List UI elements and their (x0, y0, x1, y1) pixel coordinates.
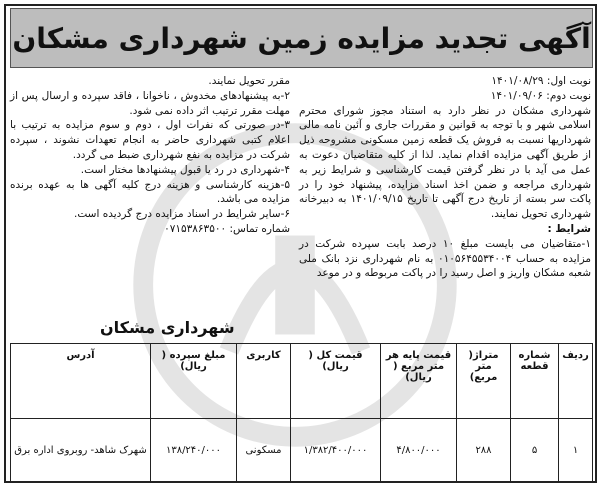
notice-second-date: نوبت دوم: ۱۴۰۱/۰۹/۰۶ (490, 89, 591, 102)
table-row (11, 419, 593, 482)
auction-table (10, 343, 593, 482)
table-cell: مسکونی (237, 419, 291, 482)
table-cell: ۱ (559, 419, 593, 482)
header-cell: مبلغ سپرده ( ریال) (151, 344, 237, 419)
header-cell: شماره قطعه (511, 344, 559, 419)
table-cell: شهرک شاهد- روبروی اداره برق (11, 419, 151, 482)
condition-4: ۴-شهرداری در رد یا قبول پیشنهادها مختار است. (80, 163, 290, 176)
notice-title: آگهی تجدید مزایده زمین شهرداری مشکان (10, 8, 593, 68)
table-cell: ۱۳۸/۲۴۰/۰۰۰ (151, 419, 237, 482)
conditions-heading: شرایط : (547, 222, 591, 235)
notice-left-column (10, 74, 290, 237)
table-header-row (11, 344, 593, 419)
header-cell: ردیف (559, 344, 593, 419)
condition-1: ۱-متقاضیان می بایست مبلغ ۱۰ درصد بابت سپرده شرکت در مزایده به حساب ۰۱۰۵۶۴۵۵۳۴۰۰۴ به نام شهرداری نزد بانک ملی شعبه مشکان واریز و اصل رسید را در پاکت مربوطه و در موعد (299, 237, 592, 280)
header-cell: قیمت پایه هر متر مربع ( ریال) (381, 344, 457, 419)
condition-6: ۶-سایر شرایط در اسناد مزایده درج گردیده است. (74, 208, 290, 221)
table-cell: ۱/۳۸۲/۴۰۰/۰۰۰ (291, 419, 381, 482)
condition-3: ۳-در صورتی که نفرات اول ، دوم و سوم مزایده به ترتیب با اعلام کتبی شهرداری حاضر به انجام تعهدات نشوند ، سپرده شرکت در مزایده به نفع شهرداری ضبط می گردد. (10, 119, 290, 161)
header-cell: کاربری (237, 344, 291, 419)
notice-intro: شهرداری مشکان در نظر دارد به استناد مجوز شورای محترم اسلامی شهر و با توجه به قوانین و مقررات جاری و آئین نامه مالی شهرداریها نسبت به فروش یک قطعه زمین مسکونی مشروحه ذیل از طریق آگهی مزایده اقدام نماید. لذا از کلیه متقاضیان دعوت به عمل می آید با در نظر گرفتن قیمت کارشناسی و شرایط زیر به شهرداری مراجعه و ضمن اخذ اسناد مزایده، پیشنهاد خود را در پاکت سر بسته از تاریخ درج آگهی تا تاریخ ۱۴۰۱/۰۹/۱۵ به دبیرخانه شهرداری تحویل نمایند. (299, 104, 591, 221)
condition-2: ۲-به پیشنهادهای مخدوش ، ناخوانا ، فاقد سپرده و ارسال پس از مهلت مقرر ترتیب اثر داده نمی شود. (10, 89, 290, 117)
notice-right-column (299, 74, 591, 281)
table-cell: ۵ (511, 419, 559, 482)
table-cell: ۴/۸۰۰/۰۰۰ (381, 419, 457, 482)
header-cell: قیمت کل ( ریال) (291, 344, 381, 419)
contact-number: شماره تماس: ۰۷۱۵۳۸۶۳۵۰۰ (164, 222, 290, 235)
header-cell: متراژ( متر مربع) (457, 344, 511, 419)
table-cell: ۲۸۸ (457, 419, 511, 482)
header-cell: آدرس (11, 344, 151, 419)
condition-1-continued: مقرر تحویل نمایند. (208, 75, 290, 87)
notice-first-date: نوبت اول: ۱۴۰۱/۰۸/۲۹ (491, 75, 591, 87)
signature: شهرداری مشکان (100, 318, 235, 337)
condition-5: ۵-هزینه کارشناسی و هزینه درج کلیه آگهی ها به عهده برنده مزایده می باشد. (10, 178, 290, 206)
